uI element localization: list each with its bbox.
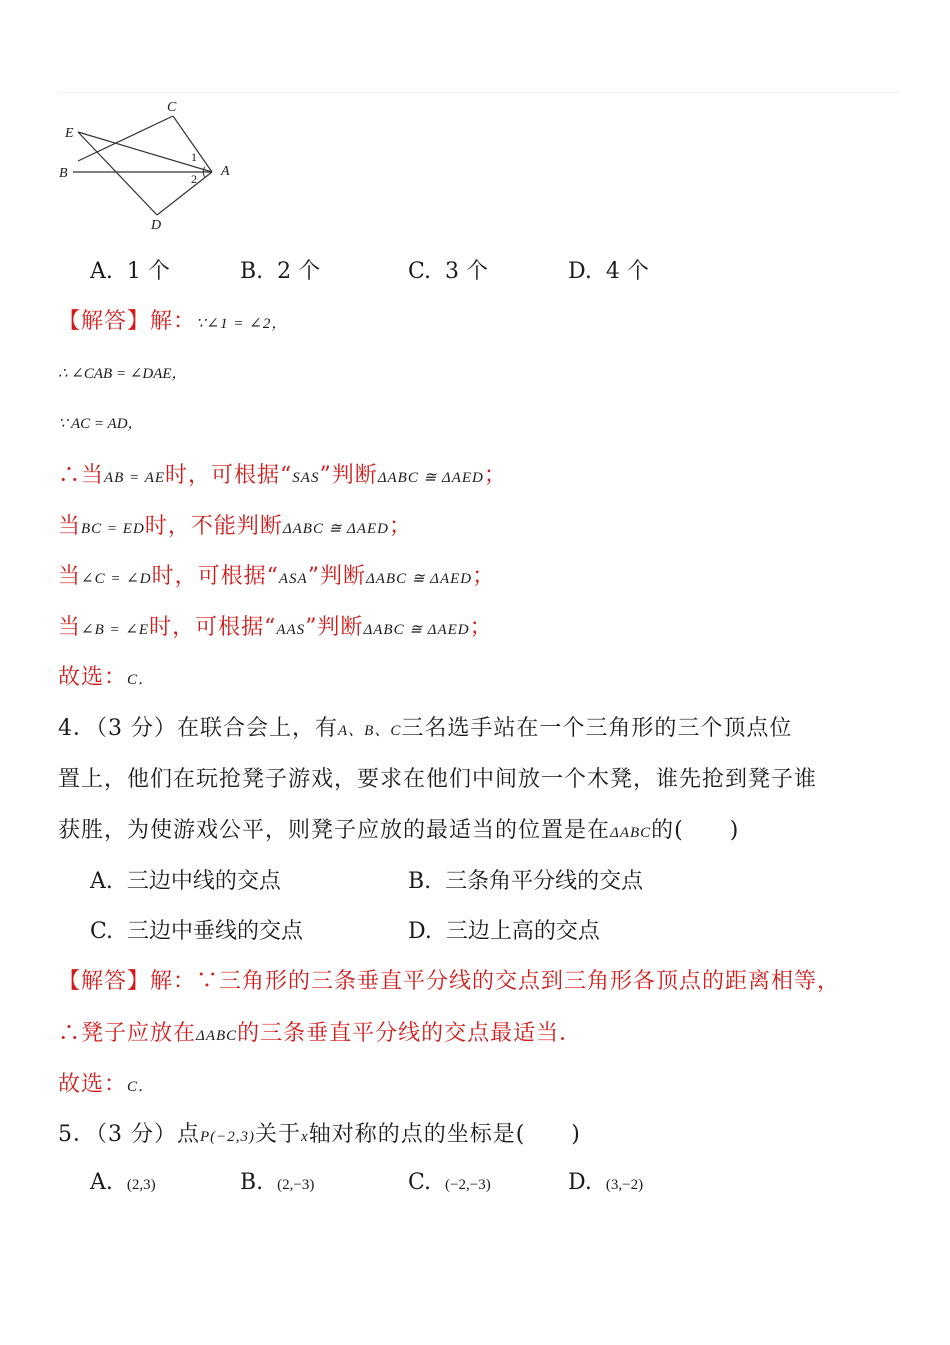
q5-option-a: A. (2,3) bbox=[90, 1170, 156, 1195]
segment-eb bbox=[78, 132, 157, 215]
q4-answer-line-2: ∴凳子应放在ΔABC的三条垂直平分线的交点最适当． bbox=[58, 1021, 583, 1046]
q3-answer-line-2: ∴ ∠CAB = ∠DAE， bbox=[58, 366, 187, 382]
label-d: D bbox=[151, 218, 162, 233]
q3-option-a: A. 1 个 bbox=[90, 259, 170, 284]
label-b: B bbox=[59, 166, 68, 181]
q3-option-c: C. 3 个 bbox=[408, 259, 489, 284]
label-e: E bbox=[65, 126, 74, 141]
q3-option-b: B. 2 个 bbox=[240, 259, 321, 284]
q4-option-a: A. 三边中线的交点 bbox=[90, 869, 281, 894]
label-a: A bbox=[221, 164, 230, 179]
q4-choose: 故选：C． bbox=[58, 1072, 155, 1097]
q4-option-d: D. 三边上高的交点 bbox=[408, 919, 600, 944]
label-angle-2: 2 bbox=[191, 172, 197, 186]
q3-answer-line-3: ∵ AC = AD， bbox=[58, 416, 143, 432]
q3-option-d: D. 4 个 bbox=[568, 259, 649, 284]
q4-stem-line-3: 获胜，为使游戏公平，则凳子应放的最适当的位置是在ΔABC的( ) bbox=[58, 818, 740, 843]
header-rule bbox=[58, 92, 900, 93]
q3-answer-line-1: 【解答】解：∵∠1 = ∠2， bbox=[58, 309, 288, 334]
q3-answer-line-5: 当BC = ED时，不能判断ΔABC ≅ ΔAED； bbox=[58, 514, 413, 539]
q3-answer-line-4: ∴当AB = AE时，可根据“SAS”判断ΔABC ≅ ΔAED； bbox=[58, 463, 507, 488]
label-c: C bbox=[167, 100, 177, 115]
q4-option-b: B. 三条角平分线的交点 bbox=[408, 869, 644, 894]
triangle-figure bbox=[55, 95, 245, 235]
q5-stem: 5．（3 分）点P(−2,3)关于x轴对称的点的坐标是( ) bbox=[58, 1122, 581, 1147]
q5-option-d: D. (3,−2) bbox=[568, 1170, 644, 1195]
segment-ce bbox=[78, 116, 173, 161]
q4-answer-line-1: 【解答】解：∵三角形的三条垂直平分线的交点到三角形各顶点的距离相等， bbox=[58, 969, 841, 994]
q5-option-c: C. (−2,−3) bbox=[408, 1170, 491, 1195]
q3-answer-line-6: 当∠C = ∠D时，可根据“ASA”判断ΔABC ≅ ΔAED； bbox=[58, 564, 496, 589]
q3-answer-line-7: 当∠B = ∠E时，可根据“AAS”判断ΔABC ≅ ΔAED； bbox=[58, 615, 493, 640]
q4-stem-line-1: 4．（3 分）在联合会上，有A、B、C三名选手站在一个三角形的三个顶点位 bbox=[58, 716, 793, 741]
label-angle-1: 1 bbox=[191, 150, 197, 164]
q4-option-c: C. 三边中垂线的交点 bbox=[90, 919, 304, 944]
q3-choose: 故选：C． bbox=[58, 665, 155, 690]
q4-stem-line-2: 置上，他们在玩抢凳子游戏，要求在他们中间放一个木凳，谁先抢到凳子谁 bbox=[58, 767, 818, 792]
segment-da bbox=[157, 172, 212, 215]
q5-option-b: B. (2,−3) bbox=[240, 1170, 315, 1195]
